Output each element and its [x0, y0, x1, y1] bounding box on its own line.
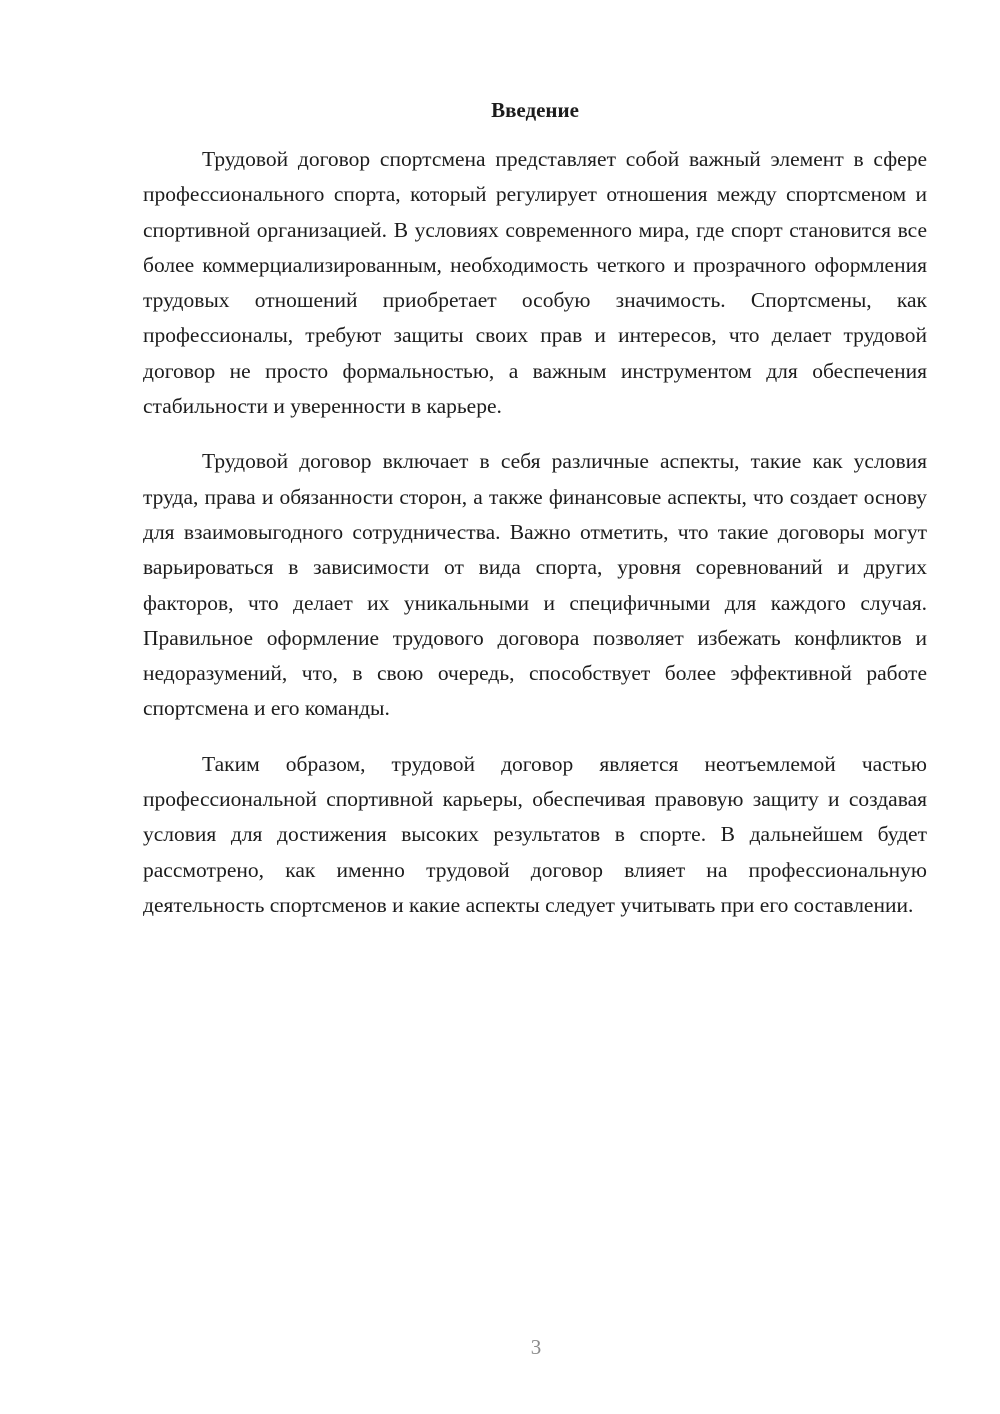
body-text	[143, 142, 927, 943]
page-number: 3	[530, 1335, 542, 1359]
paragraph-1: Трудовой договор спортсмена представляет собой важный элемент в сфере профессионального спорта, который регулирует отношения между спортсменом и спортивной организацией. В условиях современного мира, где спорт становится все более коммерциализированным, необходимость четкого и прозрачного оформления трудовых отношений приобретает особую значимость. Спортсмены, как профессионалы, требуют защиты своих прав и интересов, что делает трудовой договор не просто формальностью, а важным инструментом для обеспечения стабильности и уверенности в карьере.	[143, 147, 927, 419]
paragraph-2: Трудовой договор включает в себя различные аспекты, такие как условия труда, права и обязанности сторон, а также финансовые аспекты, что создает основу для взаимовыгодного сотрудничества. Важно отметить, что такие договоры могут варьироваться в зависимости от вида спорта, уровня соревнований и других факторов, что делает их уникальными и специфичными для каждого случая. Правильное оформление трудового договора позволяет избежать конфликтов и недоразумений, что, в свою очередь, способствует более эффективной работе спортсмена и его команды.	[143, 449, 927, 721]
paragraph-3: Таким образом, трудовой договор является неотъемлемой частью профессиональной спортивной карьеры, обеспечивая правовую защиту и создавая условия для достижения высоких результатов в спорте. В дальнейшем будет рассмотрено, как именно трудовой договор влияет на профессиональную деятельность спортсменов и какие аспекты следует учитывать при его составлении.	[143, 751, 927, 917]
section-heading: Введение	[491, 98, 579, 122]
